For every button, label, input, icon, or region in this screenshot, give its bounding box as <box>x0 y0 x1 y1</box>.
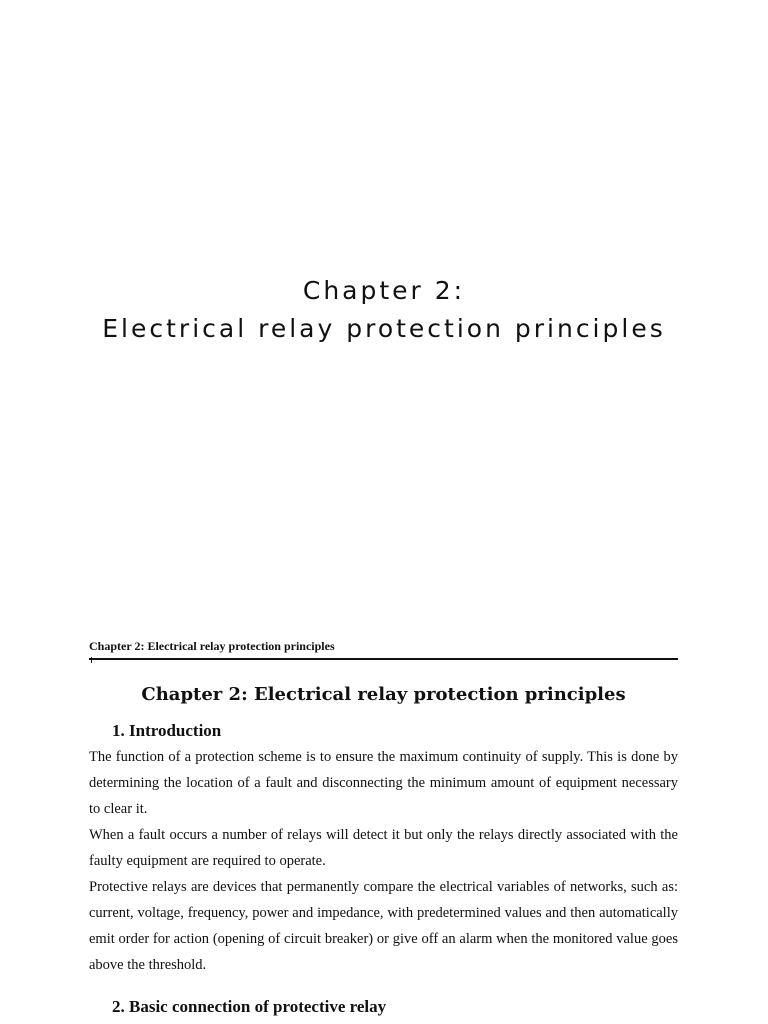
paragraph: The function of a protection scheme is to ensure the maximum continuity of supply. This is done by determining the location of a fault and disconnecting the minimum amount of equipment necessary to clear it. <box>89 749 678 817</box>
cover-title-line1: Chapter 2: <box>302 276 466 305</box>
cover-title <box>0 272 768 348</box>
running-header-text: Chapter 2: Electrical relay protection principles <box>89 639 335 653</box>
running-header <box>89 638 678 660</box>
page-heading: Chapter 2: Electrical relay protection principles <box>141 684 626 705</box>
section-heading-introduction: 1. Introduction <box>112 721 222 740</box>
paragraph: When a fault occurs a number of relays will detect it but only the relays directly associated with the faulty equipment are required to operate. <box>89 827 678 869</box>
paragraph: Protective relays are devices that permanently compare the electrical variables of networks, such as: current, voltage, frequency, power and impedance, with predetermined values and then automatically emit order for action (opening of circuit breaker) or give off an alarm when the monitored value goes above the threshold. <box>89 879 678 973</box>
cover-title-line2: Electrical relay protection principles <box>102 314 666 343</box>
header-rule-tick <box>91 657 98 663</box>
section-heading-basic-connection: 2. Basic connection of protective relay <box>112 997 387 1016</box>
introduction-body <box>89 744 678 978</box>
